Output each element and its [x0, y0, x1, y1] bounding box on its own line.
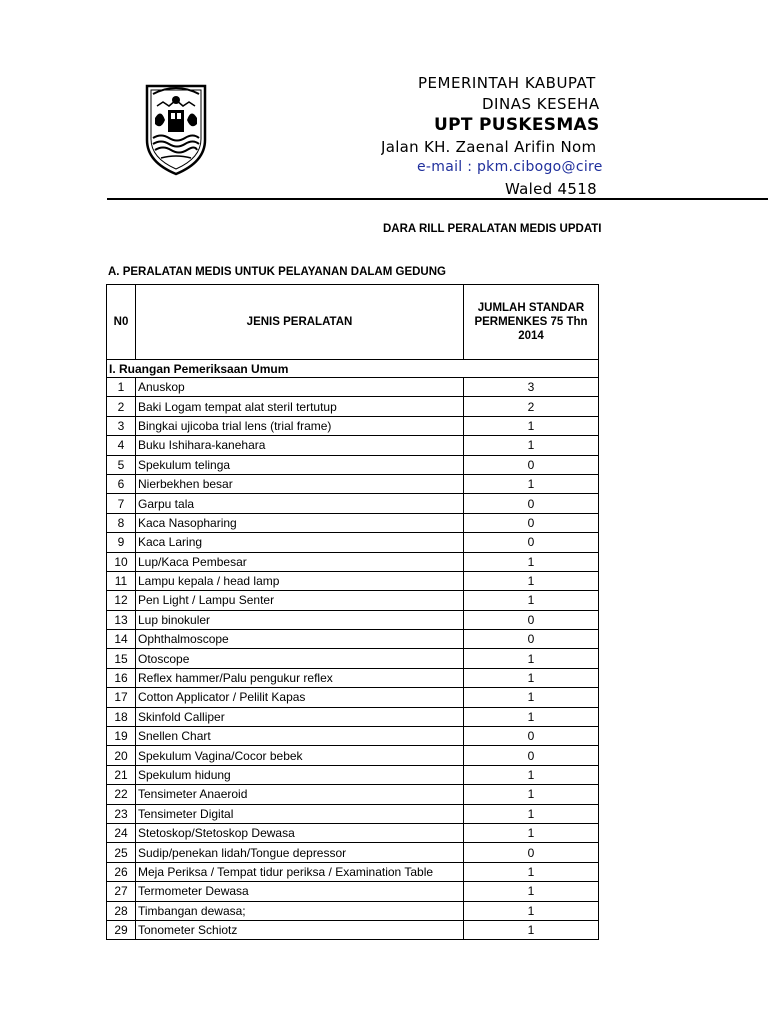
letterhead-city: Waled 4518: [505, 180, 597, 198]
row-standard-quantity: 0: [464, 513, 599, 532]
table-row: [107, 436, 599, 455]
row-equipment-name: Nierbekhen besar: [136, 474, 464, 493]
row-equipment-name: Lampu kepala / head lamp: [136, 571, 464, 590]
row-equipment-name: Bingkai ujicoba trial lens (trial frame): [136, 416, 464, 435]
row-standard-quantity: 1: [464, 882, 599, 901]
equipment-table: [106, 284, 599, 940]
row-no: 19: [107, 727, 136, 746]
row-no: 29: [107, 920, 136, 939]
row-no: 5: [107, 455, 136, 474]
row-standard-quantity: 0: [464, 746, 599, 765]
table-row: [107, 591, 599, 610]
group-label: I. Ruangan Pemeriksaan Umum: [107, 360, 599, 378]
row-no: 25: [107, 843, 136, 862]
table-row: [107, 727, 599, 746]
row-no: 20: [107, 746, 136, 765]
row-standard-quantity: 1: [464, 474, 599, 493]
table-row: [107, 785, 599, 804]
table-row: [107, 610, 599, 629]
row-equipment-name: Stetoskop/Stetoskop Dewasa: [136, 823, 464, 842]
row-no: 18: [107, 707, 136, 726]
table-row: [107, 823, 599, 842]
header-no: N0: [107, 285, 136, 360]
row-equipment-name: Skinfold Calliper: [136, 707, 464, 726]
row-standard-quantity: 0: [464, 455, 599, 474]
row-standard-quantity: 0: [464, 494, 599, 513]
table-row: [107, 494, 599, 513]
row-standard-quantity: 1: [464, 920, 599, 939]
table-row: [107, 688, 599, 707]
row-standard-quantity: 1: [464, 862, 599, 881]
table-row: [107, 649, 599, 668]
row-equipment-name: Spekulum hidung: [136, 765, 464, 784]
row-no: 3: [107, 416, 136, 435]
row-no: 22: [107, 785, 136, 804]
row-no: 12: [107, 591, 136, 610]
row-equipment-name: Tensimeter Digital: [136, 804, 464, 823]
row-no: 2: [107, 397, 136, 416]
row-no: 4: [107, 436, 136, 455]
row-no: 8: [107, 513, 136, 532]
table-row: [107, 474, 599, 493]
row-equipment-name: Garpu tala: [136, 494, 464, 513]
row-no: 10: [107, 552, 136, 571]
letterhead-address: Jalan KH. Zaenal Arifin Nom: [381, 138, 597, 156]
table-row: [107, 630, 599, 649]
row-no: 6: [107, 474, 136, 493]
letterhead-department: DINAS KESEHA: [482, 95, 600, 113]
row-no: 7: [107, 494, 136, 513]
row-standard-quantity: 0: [464, 533, 599, 552]
row-no: 17: [107, 688, 136, 707]
table-row: [107, 920, 599, 939]
letterhead-email[interactable]: e-mail : pkm.cibogo@cire: [417, 159, 603, 175]
row-standard-quantity: 1: [464, 571, 599, 590]
letterhead-government: PEMERINTAH KABUPAT: [418, 74, 596, 92]
table-row: [107, 378, 599, 397]
header-standard-quantity: JUMLAH STANDAR PERMENKES 75 Thn 2014: [464, 285, 599, 360]
row-equipment-name: Kaca Nasopharing: [136, 513, 464, 532]
letterhead-divider: [107, 198, 768, 200]
row-equipment-name: Pen Light / Lampu Senter: [136, 591, 464, 610]
row-no: 21: [107, 765, 136, 784]
table-row: [107, 397, 599, 416]
row-standard-quantity: 0: [464, 610, 599, 629]
table-row: [107, 707, 599, 726]
row-standard-quantity: 3: [464, 378, 599, 397]
row-standard-quantity: 1: [464, 552, 599, 571]
row-standard-quantity: 1: [464, 688, 599, 707]
table-row: [107, 882, 599, 901]
row-no: 15: [107, 649, 136, 668]
row-equipment-name: Ophthalmoscope: [136, 630, 464, 649]
row-equipment-name: Cotton Applicator / Pelilit Kapas: [136, 688, 464, 707]
row-equipment-name: Otoscope: [136, 649, 464, 668]
row-standard-quantity: 1: [464, 707, 599, 726]
row-standard-quantity: 1: [464, 823, 599, 842]
row-equipment-name: Anuskop: [136, 378, 464, 397]
table-row: [107, 513, 599, 532]
row-equipment-name: Buku Ishihara-kanehara: [136, 436, 464, 455]
row-no: 27: [107, 882, 136, 901]
row-equipment-name: Lup/Kaca Pembesar: [136, 552, 464, 571]
row-no: 13: [107, 610, 136, 629]
row-standard-quantity: 0: [464, 727, 599, 746]
row-standard-quantity: 0: [464, 630, 599, 649]
table-row: [107, 862, 599, 881]
row-standard-quantity: 1: [464, 591, 599, 610]
table-group-row: [107, 360, 599, 378]
table-row: [107, 668, 599, 687]
row-no: 26: [107, 862, 136, 881]
table-row: [107, 571, 599, 590]
document-title: DARA RILL PERALATAN MEDIS UPDATI: [383, 223, 602, 235]
section-title: A. PERALATAN MEDIS UNTUK PELAYANAN DALAM GEDUNG: [108, 266, 446, 278]
table-row: [107, 416, 599, 435]
row-standard-quantity: 1: [464, 804, 599, 823]
header-equipment-type: JENIS PERALATAN: [136, 285, 464, 360]
table-row: [107, 552, 599, 571]
row-equipment-name: Lup binokuler: [136, 610, 464, 629]
row-standard-quantity: 0: [464, 843, 599, 862]
row-standard-quantity: 2: [464, 397, 599, 416]
row-equipment-name: Kaca Laring: [136, 533, 464, 552]
row-equipment-name: Spekulum Vagina/Cocor bebek: [136, 746, 464, 765]
row-no: 14: [107, 630, 136, 649]
row-equipment-name: Tonometer Schiotz: [136, 920, 464, 939]
row-standard-quantity: 1: [464, 416, 599, 435]
row-no: 9: [107, 533, 136, 552]
regency-emblem-icon: [141, 78, 211, 178]
table-row: [107, 533, 599, 552]
row-equipment-name: Snellen Chart: [136, 727, 464, 746]
table-header-row: [107, 285, 599, 360]
row-standard-quantity: 1: [464, 901, 599, 920]
row-standard-quantity: 1: [464, 649, 599, 668]
table-row: [107, 455, 599, 474]
row-equipment-name: Sudip/penekan lidah/Tongue depressor: [136, 843, 464, 862]
table-row: [107, 746, 599, 765]
row-standard-quantity: 1: [464, 668, 599, 687]
row-equipment-name: Baki Logam tempat alat steril tertutup: [136, 397, 464, 416]
table-row: [107, 765, 599, 784]
row-no: 16: [107, 668, 136, 687]
table-row: [107, 804, 599, 823]
table-row: [107, 901, 599, 920]
row-no: 24: [107, 823, 136, 842]
row-no: 28: [107, 901, 136, 920]
row-no: 1: [107, 378, 136, 397]
table-row: [107, 843, 599, 862]
row-equipment-name: Tensimeter Anaeroid: [136, 785, 464, 804]
row-equipment-name: Timbangan dewasa;: [136, 901, 464, 920]
letterhead-institution: UPT PUSKESMAS: [434, 115, 600, 135]
row-equipment-name: Termometer Dewasa: [136, 882, 464, 901]
row-standard-quantity: 1: [464, 765, 599, 784]
row-no: 23: [107, 804, 136, 823]
row-standard-quantity: 1: [464, 785, 599, 804]
row-equipment-name: Reflex hammer/Palu pengukur reflex: [136, 668, 464, 687]
row-equipment-name: Spekulum telinga: [136, 455, 464, 474]
row-equipment-name: Meja Periksa / Tempat tidur periksa / Examination Table: [136, 862, 464, 881]
row-no: 11: [107, 571, 136, 590]
row-standard-quantity: 1: [464, 436, 599, 455]
